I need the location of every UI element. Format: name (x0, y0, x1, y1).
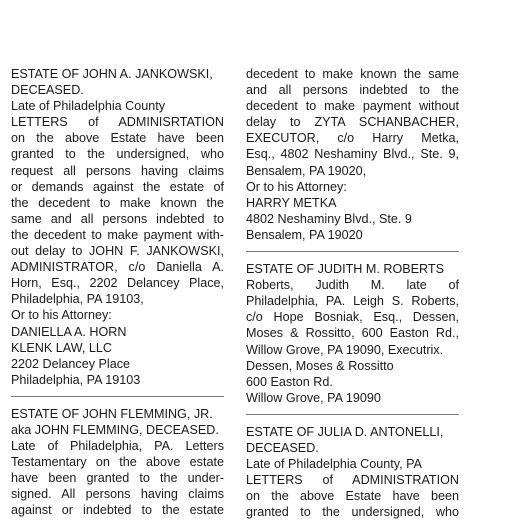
notice-text-line: Or to his Attorney: (11, 308, 112, 323)
estate-notice (11, 406, 224, 519)
notice-text-line: Late of Philadelphia, PA. Letters (11, 439, 224, 454)
notice-text-line: request all persons having claims (11, 163, 224, 178)
notice-text-line: granted to the undersigned, who (246, 505, 459, 520)
notice-text-line: signed. All persons having claims (11, 487, 224, 502)
notice-text-line: Philadelphia, PA 19103, (11, 292, 144, 307)
estate-notice (246, 261, 459, 406)
notice-text-line: against or indebted to the estate (11, 503, 224, 518)
notice-text-line: DECEASED. (246, 440, 319, 455)
notice-text-line: the decedent to make payment with- (11, 227, 224, 242)
notice-text-line: Philadelphia, PA 19103 (11, 372, 141, 387)
notice-text-line: on the above Estate have been (11, 131, 224, 146)
notice-heading-line: decedent to make known the same (246, 67, 459, 81)
notice-text-line: EXECUTOR, c/o Harry Metka, (246, 131, 459, 146)
notice-text-line: c/o Hope Bosniak, Esq., Dessen, (246, 310, 459, 325)
notice-text-line: aka JOHN FLEMMING, DECEASED. (11, 422, 219, 437)
notice-divider (246, 414, 459, 415)
notice-text-line: have been granted to the under- (11, 471, 224, 486)
right-column (246, 66, 459, 520)
notice-text-line: Philadelphia, PA. Leigh S. Roberts, (246, 294, 459, 309)
notice-text-line: out delay to JOHN F. JANKOWSKI, (11, 244, 224, 259)
notice-text-line: KLENK LAW, LLC (11, 340, 113, 355)
notice-heading-line: ESTATE OF JULIA D. ANTONELLI, (246, 424, 444, 439)
notice-divider (11, 396, 224, 397)
estate-notice (11, 66, 224, 388)
notice-text-line: Roberts, Judith M. late of (246, 278, 459, 293)
notice-text-line: 2202 Delancey Place (11, 356, 131, 371)
notice-text-line: 600 Easton Rd. (246, 374, 333, 389)
notice-text-line: HARRY METKA (246, 195, 337, 210)
notice-text-line: ADMINISTRATOR, c/o Daniella A. (11, 260, 224, 275)
notice-text-line: 4802 Neshaminy Blvd., Ste. 9 (246, 211, 412, 226)
notice-text-line: decedent to make payment without (246, 99, 459, 114)
notice-text-line: LETTERS of ADMINISTRATION (246, 473, 459, 488)
notice-text-line: on the above Estate have been (246, 489, 459, 504)
notice-text-line: Esq., 4802 Neshaminy Blvd., Ste. 9, (246, 147, 459, 162)
notice-text-line: Willow Grove, PA 19090 (246, 390, 381, 405)
notice-heading-line: ESTATE OF JUDITH M. ROBERTS (246, 262, 445, 277)
notice-text-line: Bensalem, PA 19020, (246, 163, 367, 178)
notice-text-line: Bensalem, PA 19020 (246, 227, 363, 242)
notice-text-line: same and all persons indebted to (11, 211, 224, 226)
notice-text-line: Or to his Attorney: (246, 179, 347, 194)
notice-text-line: granted to the undersigned, who (11, 147, 224, 162)
notice-text-line: or demands against the estate of (11, 179, 224, 194)
notice-text-line: Late of Philadelphia County, PA (246, 457, 422, 472)
notice-text-line: and all persons indebted to the (246, 83, 459, 98)
notice-text-line: Dessen, Moses & Rossitto (246, 358, 394, 373)
notice-text-line: Late of Philadelphia County (11, 99, 166, 114)
notice-divider (246, 251, 459, 252)
notice-text-line: LETTERS of ADMINISRTATION (11, 115, 224, 130)
notice-heading-line: ESTATE OF JOHN A. JANKOWSKI, (11, 67, 213, 81)
estate-notice (246, 66, 459, 243)
notice-text-line: DANIELLA A. HORN (11, 324, 127, 339)
estate-notice (246, 424, 459, 520)
notice-heading-line: ESTATE OF JOHN FLEMMING, JR. (11, 406, 213, 421)
notice-text-line: Horn, Esq., 2202 Delancey Place, (11, 276, 224, 291)
notice-text-line: the decedent to make known the (11, 195, 224, 210)
notice-text-line: Testamentary on the above estate (11, 455, 224, 470)
notice-text-line: Willow Grove, PA 19090, Executrix. (246, 342, 444, 357)
notice-text-line: Moses & Rossitto, 600 Easton Rd., (246, 326, 459, 341)
notice-text-line: delay to ZYTA SCHANBACHER, (246, 115, 459, 130)
left-column (11, 66, 224, 519)
notice-text-line: DECEASED. (11, 83, 84, 98)
